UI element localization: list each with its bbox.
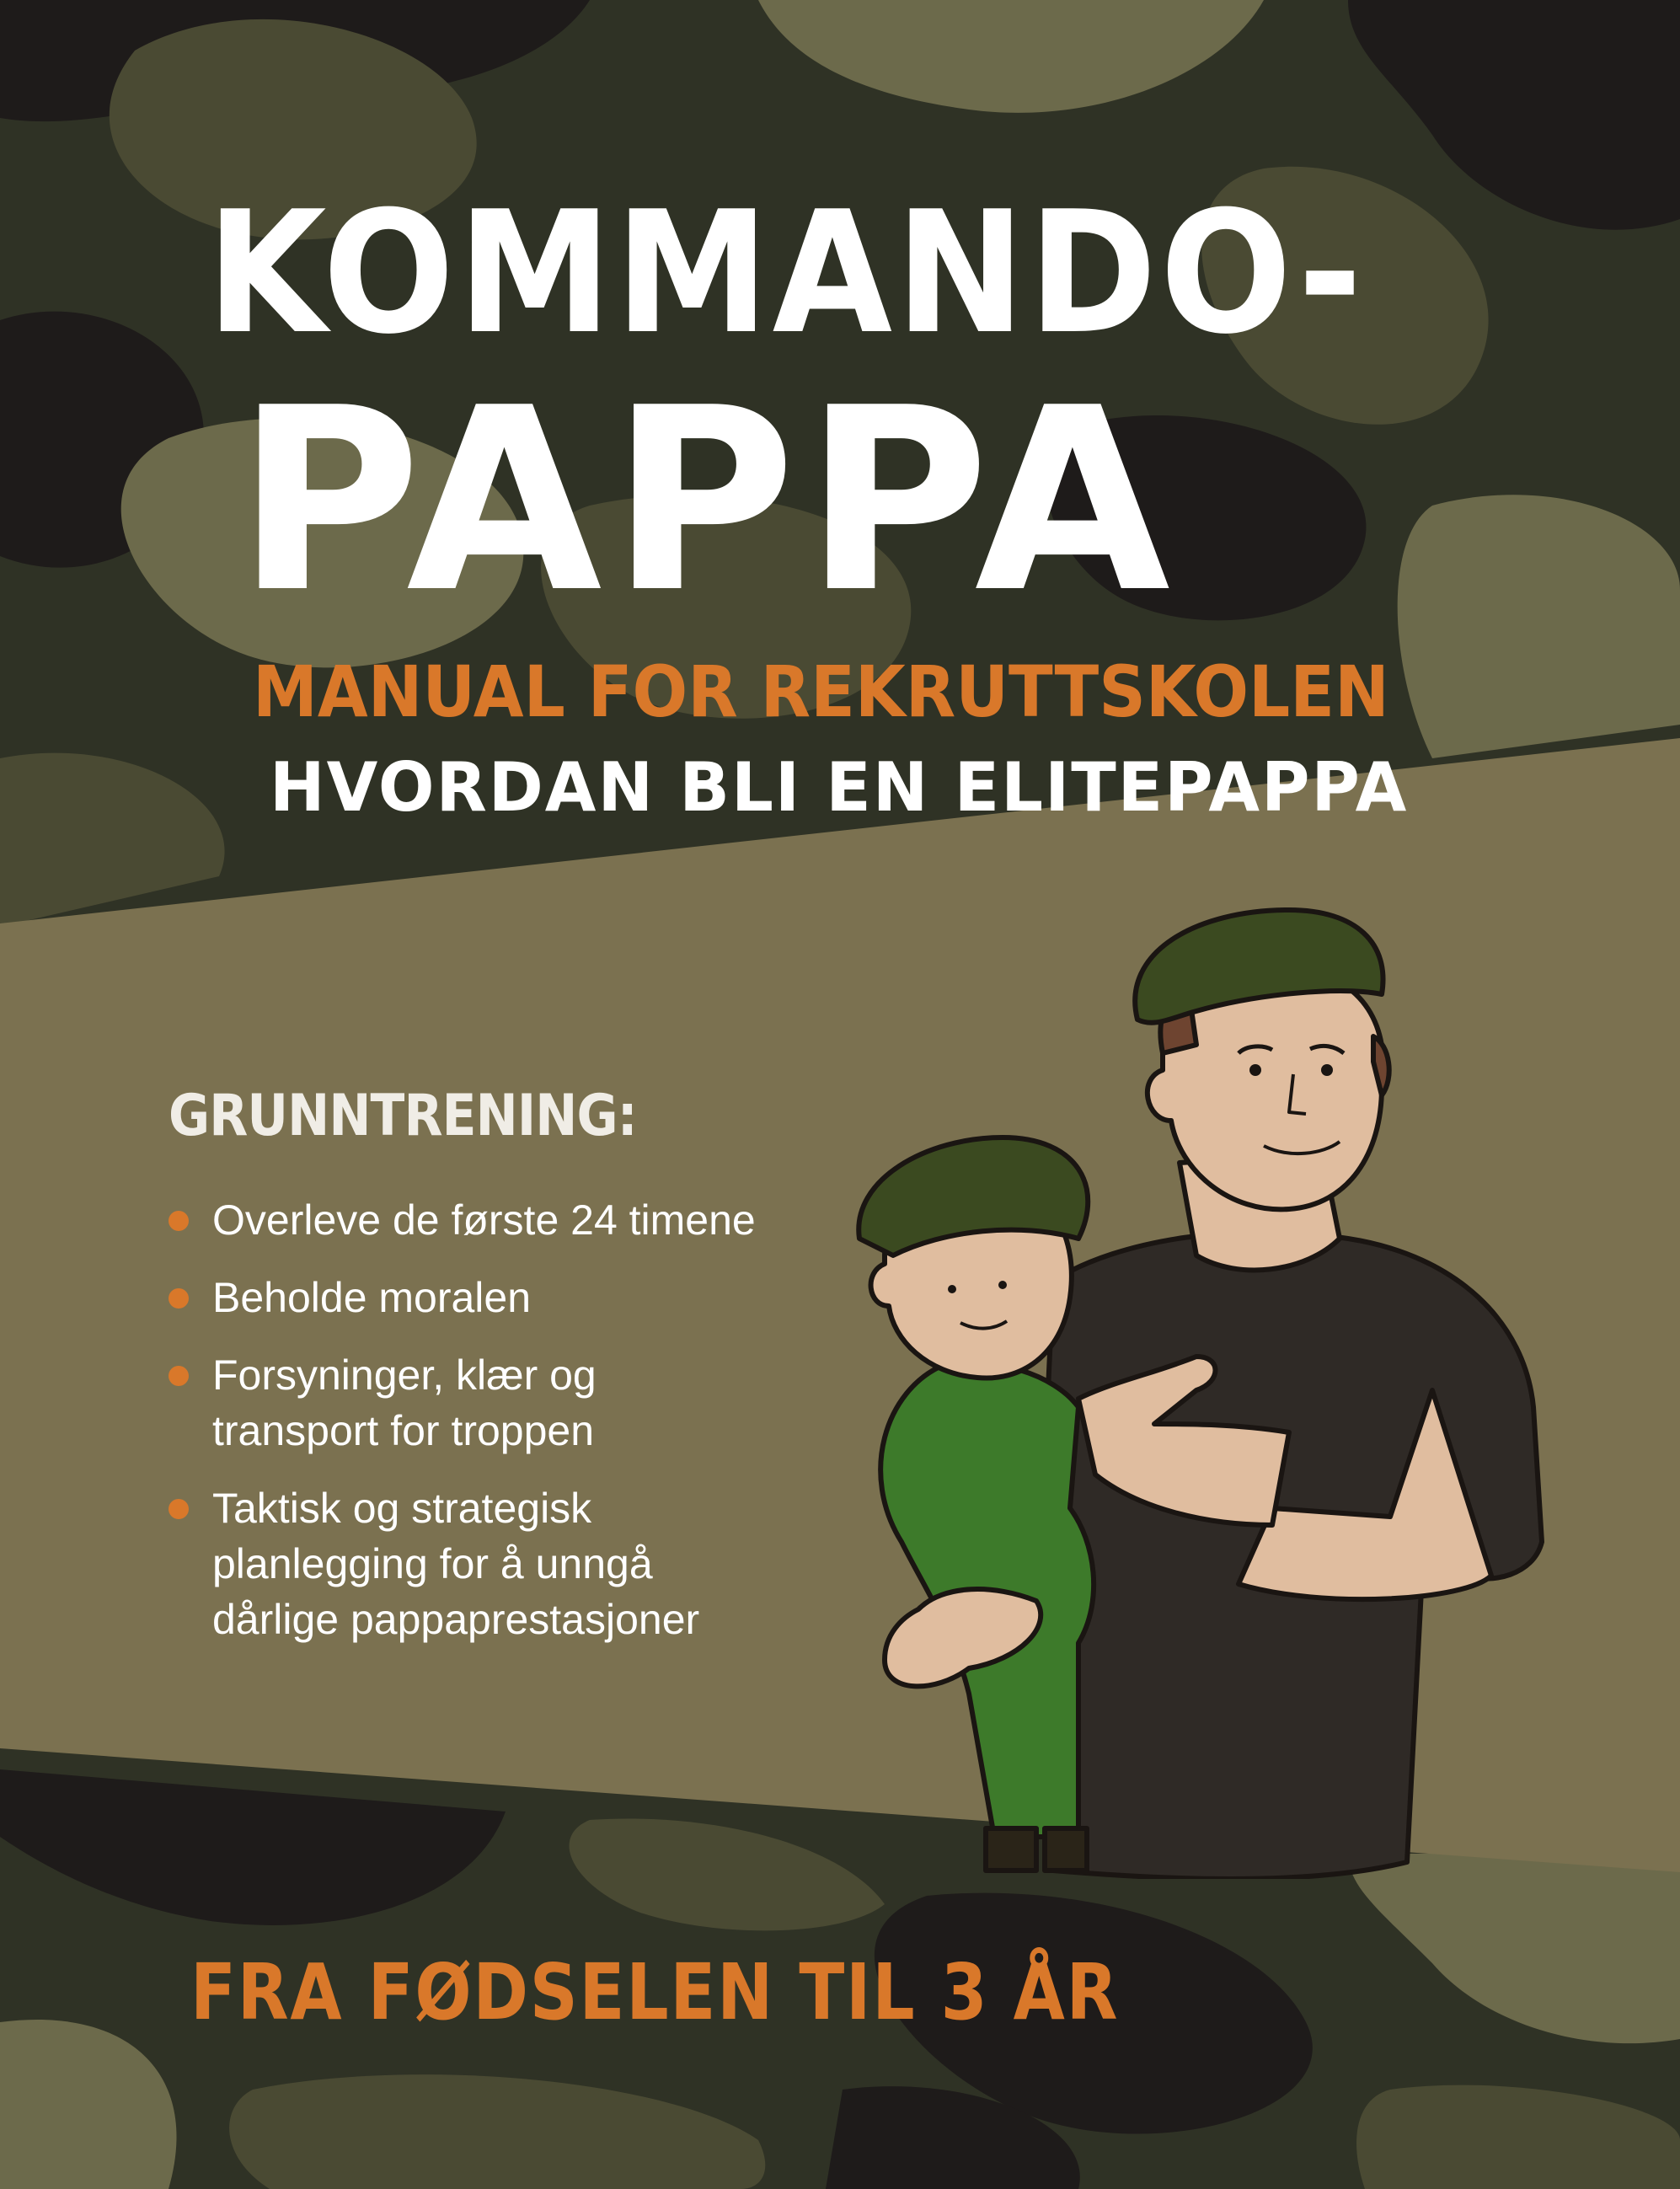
father-and-baby-illustration bbox=[800, 885, 1559, 1879]
list-item bbox=[169, 1347, 684, 1458]
bullet-icon bbox=[169, 1366, 189, 1386]
list-item-text: Overleve de første 24 timene bbox=[212, 1196, 756, 1244]
bullet-icon bbox=[169, 1288, 189, 1309]
bullet-list bbox=[169, 1192, 843, 1669]
subtitle: MANUAL FOR REKRUTTSKOLEN bbox=[253, 650, 1389, 733]
list-item-text: Taktisk og strategisk planlegging for å unngå dårlige pappaprestasjoner bbox=[212, 1485, 700, 1643]
title-line-2: PAPPA bbox=[236, 354, 1179, 648]
bullet-icon bbox=[169, 1211, 189, 1231]
section-heading: GRUNNTRENING: bbox=[169, 1083, 637, 1149]
list-item bbox=[169, 1480, 752, 1647]
tagline: HVORDAN BLI EN ELITEPAPPA bbox=[270, 748, 1409, 827]
age-range-label: FRA FØDSELEN TIL 3 ÅR bbox=[190, 1947, 1120, 2037]
list-item-text: Beholde moralen bbox=[212, 1274, 532, 1321]
list-item bbox=[169, 1270, 843, 1325]
title-line-1: KOMMANDO- bbox=[206, 175, 1366, 372]
list-item bbox=[169, 1192, 843, 1248]
bullet-icon bbox=[169, 1499, 189, 1519]
list-item-text: Forsyninger, klær og transport for troppen bbox=[212, 1351, 597, 1454]
